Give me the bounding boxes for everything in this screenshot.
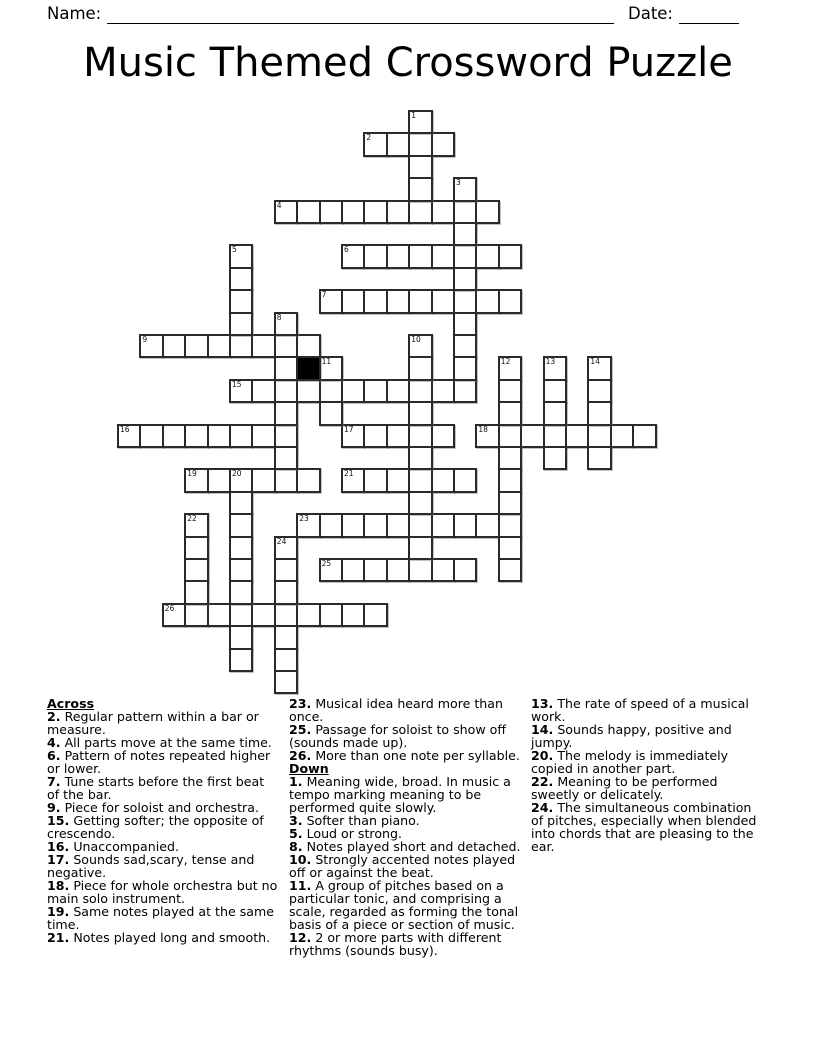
grid-cell[interactable]	[251, 468, 275, 492]
cell-number: 24	[276, 536, 287, 546]
clue-15: 15. Getting softer; the opposite of crescendo.	[47, 813, 264, 841]
cell-number: 16	[120, 424, 130, 434]
grid-cell[interactable]	[229, 536, 253, 560]
grid-cell[interactable]	[543, 446, 567, 470]
grid-cell[interactable]	[587, 356, 611, 380]
grid-cell[interactable]	[363, 200, 387, 224]
clue-7: 7. Tune starts before the first beat of the bar.	[47, 774, 265, 802]
grid-cell[interactable]	[498, 401, 522, 425]
clue-8: 8. Notes played short and detached.	[289, 839, 521, 854]
grid-cell[interactable]	[319, 401, 343, 425]
grid-cell[interactable]	[363, 244, 387, 268]
grid-cell[interactable]	[386, 468, 410, 492]
grid-cell[interactable]	[386, 132, 410, 156]
blocked-cell	[296, 356, 320, 380]
grid-cell[interactable]	[386, 558, 410, 582]
clue-23: 23. Musical idea heard more than once.	[289, 696, 503, 724]
cell-number: 23	[299, 514, 309, 524]
grid-cell[interactable]	[498, 491, 522, 515]
clue-column-1	[47, 697, 279, 957]
across-header: Across	[47, 696, 95, 711]
clue-20: 20. The melody is immediately copied in another part.	[531, 748, 729, 776]
grid-cell[interactable]	[498, 289, 522, 313]
grid-cell[interactable]	[610, 424, 634, 448]
grid-cell[interactable]	[453, 558, 477, 582]
grid-cell[interactable]	[274, 356, 298, 380]
grid-cell[interactable]	[453, 468, 477, 492]
grid-cell[interactable]	[207, 424, 231, 448]
grid-cell[interactable]	[475, 424, 499, 448]
grid-cell[interactable]	[498, 379, 522, 403]
grid-cell[interactable]	[319, 356, 343, 380]
grid-cell[interactable]	[408, 289, 432, 313]
clue-4: 4. All parts move at the same time.	[47, 735, 272, 750]
grid-cell[interactable]	[274, 312, 298, 336]
grid-cell[interactable]	[274, 648, 298, 672]
grid-cell[interactable]	[453, 200, 477, 224]
grid-cell[interactable]	[274, 558, 298, 582]
grid-cell[interactable]	[341, 558, 365, 582]
grid-cell[interactable]	[408, 356, 432, 380]
grid-cell[interactable]	[229, 424, 253, 448]
grid-cell[interactable]	[408, 468, 432, 492]
grid-cell[interactable]	[386, 424, 410, 448]
grid-cell[interactable]	[453, 379, 477, 403]
grid-cell[interactable]	[229, 312, 253, 336]
grid-cell[interactable]	[251, 334, 275, 358]
cell-number: 18	[478, 424, 488, 434]
grid-cell[interactable]	[274, 401, 298, 425]
grid-cell[interactable]	[319, 513, 343, 537]
grid-cell[interactable]	[162, 424, 186, 448]
clue-17: 17. Sounds sad,scary, tense and negative.	[47, 852, 255, 880]
clue-6: 6. Pattern of notes repeated higher or lower.	[47, 748, 271, 776]
grid-cell[interactable]	[587, 379, 611, 403]
cell-number: 3	[456, 178, 461, 188]
grid-cell[interactable]	[274, 446, 298, 470]
grid-cell[interactable]	[565, 424, 589, 448]
clue-12: 12. 2 or more parts with different rhythms (sounds busy).	[289, 930, 502, 958]
cell-number: 15	[232, 379, 242, 389]
grid-cell[interactable]	[386, 379, 410, 403]
grid-cell[interactable]	[251, 424, 275, 448]
grid-cell[interactable]	[453, 356, 477, 380]
grid-cell[interactable]	[184, 468, 208, 492]
cell-number: 11	[321, 357, 332, 367]
page-title: Music Themed Crossword Puzzle	[83, 40, 733, 86]
clue-14: 14. Sounds happy, positive and jumpy.	[531, 722, 732, 750]
grid-cell[interactable]	[229, 289, 253, 313]
grid-cell[interactable]	[229, 558, 253, 582]
grid-cell[interactable]	[341, 513, 365, 537]
clue-21: 21. Notes played long and smooth.	[47, 930, 271, 945]
clue-10: 10. Strongly accented notes played off or against the beat.	[289, 852, 516, 880]
grid-cell[interactable]	[408, 200, 432, 224]
grid-cell[interactable]	[363, 132, 387, 156]
grid-cell[interactable]	[184, 424, 208, 448]
grid-cell[interactable]	[184, 558, 208, 582]
grid-cell[interactable]	[453, 267, 477, 291]
grid-cell[interactable]	[363, 379, 387, 403]
clue-13: 13. The rate of speed of a musical work.	[531, 696, 749, 724]
cell-number: 8	[276, 312, 282, 322]
cell-number: 6	[344, 245, 349, 255]
cell-number: 19	[187, 469, 197, 479]
clue-11: 11. A group of pitches based on a particular tonic, and comprising a scale, regarded as forming the tonal basis of a piece or section of music.	[289, 878, 519, 932]
clue-22: 22. Meaning to be performed sweetly or delicately.	[531, 774, 718, 802]
clue-9: 9. Piece for soloist and orchestra.	[47, 800, 259, 815]
grid-cell[interactable]	[520, 424, 544, 448]
grid-cell[interactable]	[453, 513, 477, 537]
grid-cell[interactable]	[363, 424, 387, 448]
grid-cell[interactable]	[498, 446, 522, 470]
grid-cell[interactable]	[229, 267, 253, 291]
cell-number: 20	[232, 469, 242, 479]
grid-cell[interactable]	[543, 401, 567, 425]
clue-19: 19. Same notes played at the same time.	[47, 904, 275, 932]
grid-cell[interactable]	[408, 132, 432, 156]
grid-cell[interactable]	[319, 200, 343, 224]
grid-cell[interactable]	[229, 379, 253, 403]
clue-26: 26. More than one note per syllable.	[289, 748, 520, 763]
grid-cell[interactable]	[453, 334, 477, 358]
grid-cell[interactable]	[431, 289, 455, 313]
grid-cell[interactable]	[431, 558, 455, 582]
grid-cell[interactable]	[453, 177, 477, 201]
grid-cell[interactable]	[274, 603, 298, 627]
grid-cell[interactable]	[319, 379, 343, 403]
grid-cell[interactable]	[162, 334, 186, 358]
grid-cell[interactable]	[184, 513, 208, 537]
cell-number: 10	[411, 335, 421, 344]
grid-cell[interactable]	[453, 244, 477, 268]
grid-cell[interactable]	[498, 558, 522, 582]
grid-cell[interactable]	[296, 200, 320, 224]
grid-cell[interactable]	[341, 603, 365, 627]
cell-number: 21	[344, 469, 354, 479]
grid-cell[interactable]	[341, 289, 365, 313]
grid-cell[interactable]	[229, 468, 253, 492]
grid-cell[interactable]	[251, 603, 275, 627]
grid-cell[interactable]	[543, 379, 567, 403]
clue-2: 2. Regular pattern within a bar or measure.	[47, 709, 259, 737]
grid-cell[interactable]	[408, 558, 432, 582]
grid-cell[interactable]	[274, 468, 298, 492]
grid-cell[interactable]	[184, 580, 208, 604]
grid-cell[interactable]	[274, 334, 298, 358]
grid-cell[interactable]	[498, 468, 522, 492]
grid-cell[interactable]	[207, 468, 231, 492]
grid-cell[interactable]	[632, 424, 656, 448]
grid-cell[interactable]	[139, 424, 163, 448]
grid-cell[interactable]	[453, 312, 477, 336]
grid-cell[interactable]	[296, 379, 320, 403]
grid-cell[interactable]	[498, 536, 522, 560]
grid-cell[interactable]	[341, 244, 365, 268]
grid-cell[interactable]	[319, 603, 343, 627]
grid-cell[interactable]	[543, 356, 567, 380]
grid-cell[interactable]	[363, 603, 387, 627]
clue-25: 25. Passage for soloist to show off (sounds made up).	[289, 722, 507, 750]
grid-cell[interactable]	[431, 468, 455, 492]
grid-cell[interactable]	[431, 424, 455, 448]
grid-cell[interactable]	[408, 155, 432, 179]
grid-cell[interactable]	[229, 580, 253, 604]
cell-number: 13	[545, 357, 556, 367]
grid-cell[interactable]	[363, 468, 387, 492]
grid-cell[interactable]	[408, 513, 432, 537]
grid-cell[interactable]	[498, 424, 522, 448]
grid-cell[interactable]	[431, 379, 455, 403]
grid-cell[interactable]	[207, 334, 231, 358]
grid-cell[interactable]	[229, 491, 253, 515]
grid-cell[interactable]	[229, 625, 253, 649]
clue-column-2	[289, 697, 521, 957]
grid-cell[interactable]	[408, 177, 432, 201]
grid-cell[interactable]	[453, 289, 477, 313]
grid-cell[interactable]	[475, 289, 499, 313]
cell-number: 4	[276, 200, 282, 210]
grid-cell[interactable]	[296, 513, 320, 537]
grid-cell[interactable]	[229, 334, 253, 358]
grid-cell[interactable]	[498, 513, 522, 537]
grid-cell[interactable]	[475, 244, 499, 268]
grid-cell[interactable]	[587, 424, 611, 448]
grid-cell[interactable]	[184, 603, 208, 627]
grid-cell[interactable]	[431, 244, 455, 268]
cell-number: 1	[411, 111, 416, 120]
grid-cell[interactable]	[431, 132, 455, 156]
grid-cell[interactable]	[274, 625, 298, 649]
grid-cell[interactable]	[274, 424, 298, 448]
grid-cell[interactable]	[229, 513, 253, 537]
grid-cell[interactable]	[296, 468, 320, 492]
grid-cell[interactable]	[117, 424, 141, 448]
grid-cell[interactable]	[229, 648, 253, 672]
grid-cell[interactable]	[363, 558, 387, 582]
grid-cell[interactable]	[363, 289, 387, 313]
grid-cell[interactable]	[341, 379, 365, 403]
grid-cell[interactable]	[408, 244, 432, 268]
grid-cell[interactable]	[296, 603, 320, 627]
date-label: Date:	[628, 4, 673, 23]
grid-cell[interactable]	[408, 446, 432, 470]
grid-cell[interactable]	[386, 513, 410, 537]
grid-cell[interactable]	[319, 289, 343, 313]
grid-cell[interactable]	[408, 536, 432, 560]
grid-cell[interactable]	[162, 603, 186, 627]
grid-cell[interactable]	[408, 110, 432, 134]
cell-number: 25	[321, 559, 332, 568]
cell-number: 22	[187, 514, 197, 524]
grid-cell[interactable]	[274, 670, 298, 694]
down-header: Down	[289, 761, 329, 776]
grid-cell[interactable]	[408, 401, 432, 425]
grid-cell[interactable]	[274, 379, 298, 403]
clue-5: 5. Loud or strong.	[289, 826, 403, 841]
grid-cell[interactable]	[184, 334, 208, 358]
grid-cell[interactable]	[229, 603, 253, 627]
grid-cell[interactable]	[274, 200, 298, 224]
grid-cell[interactable]	[184, 536, 208, 560]
grid-cell[interactable]	[296, 334, 320, 358]
clue-1: 1. Meaning wide, broad. In music a tempo marking meaning to be performed quite slowly.	[289, 774, 511, 815]
grid-cell[interactable]	[408, 379, 432, 403]
clue-18: 18. Piece for whole orchestra but no main solo instrument.	[47, 878, 278, 906]
clue-24: 24. The simultaneous combination of pitches, especially when blended into chords that are pleasing to the ear.	[531, 800, 757, 854]
cell-number: 7	[321, 290, 327, 300]
clue-16: 16. Unaccompanied.	[47, 839, 179, 854]
grid-cell[interactable]	[251, 379, 275, 403]
cell-number: 12	[500, 357, 511, 367]
grid-cell[interactable]	[475, 513, 499, 537]
grid-cell[interactable]	[543, 424, 567, 448]
grid-cell[interactable]	[229, 244, 253, 268]
grid-cell[interactable]	[274, 580, 298, 604]
cell-number: 26	[164, 603, 175, 613]
grid-cell[interactable]	[431, 200, 455, 224]
grid-cell[interactable]	[587, 401, 611, 425]
grid-cell[interactable]	[386, 200, 410, 224]
grid-cell[interactable]	[386, 289, 410, 313]
grid-cell[interactable]	[408, 334, 432, 358]
grid-cell[interactable]	[431, 513, 455, 537]
grid-cell[interactable]	[408, 491, 432, 515]
grid-cell[interactable]	[453, 222, 477, 246]
grid-cell[interactable]	[207, 603, 231, 627]
grid-cell[interactable]	[475, 200, 499, 224]
clue-column-3	[531, 697, 763, 957]
cell-number: 14	[590, 357, 600, 367]
cell-number: 9	[142, 335, 148, 344]
grid-cell[interactable]	[386, 244, 410, 268]
grid-cell[interactable]	[341, 424, 365, 448]
grid-cell[interactable]	[587, 446, 611, 470]
grid-cell[interactable]	[408, 424, 432, 448]
cell-number: 2	[366, 133, 372, 143]
grid-cell[interactable]	[341, 200, 365, 224]
name-label: Name:	[47, 4, 102, 23]
grid-cell[interactable]	[363, 513, 387, 537]
grid-cell[interactable]	[319, 558, 343, 582]
cell-number: 17	[344, 424, 354, 434]
grid-cell[interactable]	[139, 334, 163, 358]
grid-cell[interactable]	[498, 244, 522, 268]
grid-cell[interactable]	[498, 356, 522, 380]
clue-3: 3. Softer than piano.	[289, 813, 420, 828]
grid-cell[interactable]	[341, 468, 365, 492]
cell-number: 5	[232, 245, 237, 255]
grid-cell[interactable]	[274, 536, 298, 560]
clue-section	[47, 697, 773, 957]
